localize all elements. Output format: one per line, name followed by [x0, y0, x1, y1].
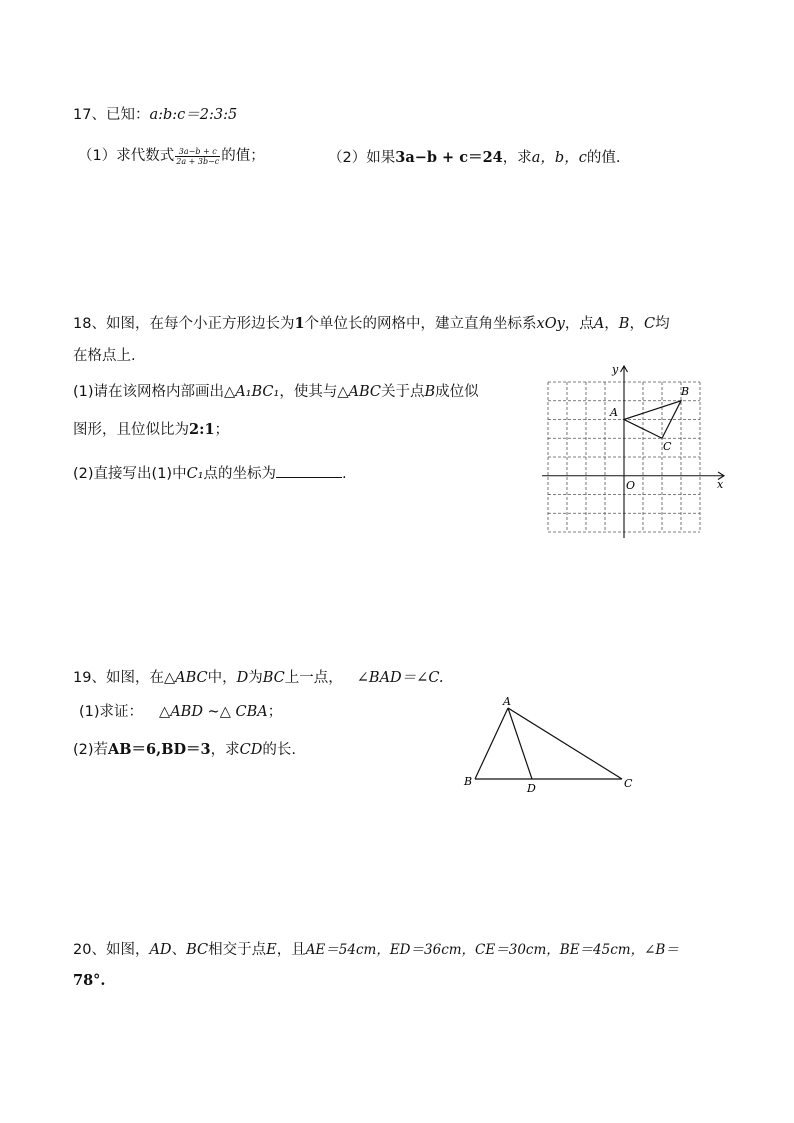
q18-part1-line1: [73, 380, 479, 401]
q17-part2-mid: ，求: [502, 150, 532, 166]
q19-triangle-abc: △ABC: [163, 670, 208, 686]
q20-line2: 78°.: [73, 972, 106, 989]
point-b-label: B: [464, 775, 473, 788]
q18-point-c1: C₁: [186, 466, 204, 482]
q17-ratio: a:b:c＝2:3:5: [149, 107, 238, 123]
q18-part1-text: 关于点: [380, 384, 425, 400]
q18-part2-text: (2)直接写出(1)中: [73, 466, 187, 482]
q19-part1: [79, 700, 282, 721]
q20-text: 、: [171, 942, 187, 958]
q18-part1-text: 成位似: [435, 384, 479, 400]
q20-given-values: AE＝54cm，ED＝36cm，CE＝30cm，BE＝45cm，∠B＝: [305, 942, 679, 958]
q19-angle-condition: ∠BAD＝∠C.: [356, 670, 444, 686]
q18-unit: 1: [294, 315, 305, 332]
q17-part2-equation: 3a−b + c＝24: [395, 149, 503, 166]
q18-grid-figure: [538, 362, 730, 542]
q20-text: ，且: [276, 942, 306, 958]
point-c-label: C: [663, 440, 672, 453]
q18-text: 18、如图，在每个小正方形边长为: [73, 316, 295, 332]
q18-part2: [73, 462, 347, 483]
q19-part1-text: ；: [267, 704, 283, 720]
q18-text: 个单位长的网格中，建立直角坐标系: [304, 316, 537, 332]
q18-triangle-a1bc1: △A₁BC₁: [224, 384, 280, 400]
q17-label: 17、已知：: [73, 107, 150, 123]
point-c-label: C: [624, 777, 633, 790]
q17-part2: [328, 146, 620, 167]
point-a-label: A: [610, 406, 618, 419]
q18-part1-line2: [73, 418, 229, 439]
q18-part1-text: 图形，且位似比为: [73, 422, 189, 438]
q18-line2: 在格点上.: [73, 348, 136, 364]
q17-part2-vars: a，b，c: [531, 150, 587, 166]
q18-triangle-abc: △ABC: [337, 384, 381, 400]
q18-point-a: A: [593, 316, 605, 332]
point-b-label: B: [681, 385, 690, 398]
origin-label: O: [626, 479, 636, 492]
q18-text: ，点: [564, 316, 594, 332]
q20-segment-ad: AD: [149, 942, 172, 958]
q18-point-b: B: [424, 384, 436, 400]
q20-point-e: E: [266, 942, 277, 958]
q18-ratio: 2:1: [189, 421, 215, 438]
q19-segment-cd: CD: [239, 742, 263, 758]
q19-part2-text: 的长.: [262, 742, 296, 758]
q19-triangle-figure: [455, 692, 645, 798]
q19-text: 19、如图，在: [73, 670, 164, 686]
q19-text: 中，: [207, 670, 237, 686]
q18-text: ，: [604, 316, 619, 332]
q18-answer-blank[interactable]: [276, 465, 342, 478]
q20-text: 相交于点: [208, 942, 267, 958]
q17-part1-prefix: （1）求代数式: [78, 148, 175, 164]
q19-given-lengths: AB＝6,BD＝3: [108, 741, 211, 758]
q19-text: 为: [248, 670, 263, 686]
q17-part2-prefix: （2）如果: [328, 150, 396, 166]
q18-point-c: C: [643, 316, 656, 332]
q17-part2-suffix: 的值.: [586, 150, 621, 166]
q19-part2: [73, 738, 296, 759]
q18-part1-text: ；: [214, 422, 230, 438]
segment-ad: [508, 708, 532, 779]
q20-segment-bc: BC: [186, 942, 209, 958]
q17-fraction: [175, 147, 220, 166]
q19-part2-text: (2)若: [73, 742, 109, 758]
q17-line1: [73, 103, 237, 124]
q19-line1: [73, 666, 444, 687]
q18-text: 均: [655, 316, 670, 332]
q17-fraction-denominator: 2a + 3b−c: [176, 156, 220, 166]
q18-text: ，: [629, 316, 644, 332]
q18-line1: [73, 312, 670, 333]
q17-line2: [78, 144, 265, 166]
segment-ab: [475, 708, 508, 779]
q18-point-b: B: [618, 316, 630, 332]
x-axis-label: x: [717, 478, 724, 491]
segment-ac: [508, 708, 622, 779]
point-a-label: A: [503, 695, 511, 708]
triangle-abc: [624, 401, 681, 439]
point-d-label: D: [527, 782, 536, 795]
y-axis-label: y: [612, 363, 619, 376]
q19-similarity: △ABD ~△ CBA: [159, 704, 268, 720]
q20-text: 20、如图，: [73, 942, 150, 958]
q19-part2-text: ，求: [210, 742, 240, 758]
q18-part1-text: ，使其与: [279, 384, 338, 400]
q18-part1-text: (1)请在该网格内部画出: [73, 384, 225, 400]
q19-point-d: D: [236, 670, 249, 686]
q19-text: 上一点，: [284, 670, 343, 686]
q20-line1: [73, 938, 679, 959]
q19-segment-bc: BC: [262, 670, 285, 686]
q19-part1-text: (1)求证：: [79, 704, 144, 720]
q17-fraction-numerator: 3a−b + c: [175, 147, 220, 157]
q18-part2-text: .: [342, 466, 347, 482]
q18-coord-system: xOy: [536, 316, 565, 332]
q18-part2-text: 点的坐标为: [203, 466, 277, 482]
q17-part1-suffix: 的值；: [221, 148, 265, 164]
